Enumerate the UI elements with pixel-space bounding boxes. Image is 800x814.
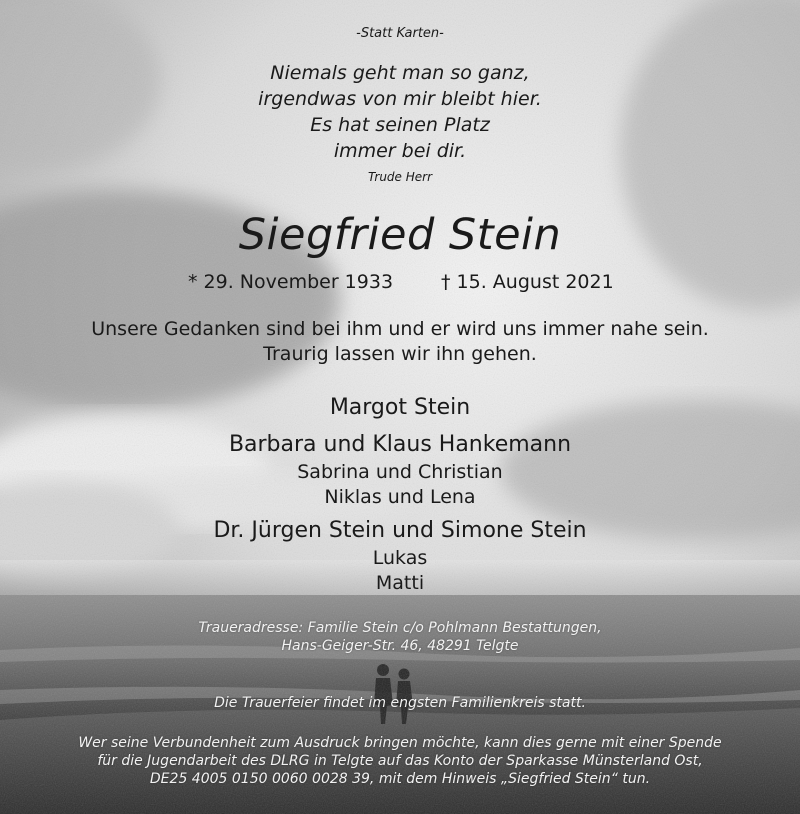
header-note: -Statt Karten- xyxy=(356,26,444,41)
donation-line: Wer seine Verbundenheit zum Ausdruck bringen möchte, kann dies gerne mit einer Spende xyxy=(78,735,722,751)
mourner-name: Niklas und Lena xyxy=(324,486,476,508)
message-line: Unsere Gedanken sind bei ihm und er wird uns immer nahe sein. xyxy=(91,318,709,340)
address-line: Traueradresse: Familie Stein c/o Pohlmann Bestattungen, xyxy=(198,620,602,636)
address-line: Hans-Geiger-Str. 46, 48291 Telgte xyxy=(281,638,519,654)
poem-line: irgendwas von mir bleibt hier. xyxy=(258,88,542,110)
mourner-name: Dr. Jürgen Stein und Simone Stein xyxy=(213,518,587,543)
donation-line: für die Jugendarbeit des DLRG in Telgte auf das Konto der Sparkasse Münsterland Ost, xyxy=(97,753,703,769)
mourner-name: Lukas xyxy=(372,547,428,569)
poem-line: Niemals geht man so ganz, xyxy=(270,62,530,84)
mourner-name: Margot Stein xyxy=(329,395,471,420)
donation-line: DE25 4005 0150 0060 0028 39, mit dem Hinweis „Siegfried Stein“ tun. xyxy=(149,771,651,787)
message-line: Traurig lassen wir ihn gehen. xyxy=(263,343,537,365)
death-date: † 15. August 2021 xyxy=(441,271,614,293)
birth-date: * 29. November 1933 xyxy=(188,271,394,293)
ceremony-note: Die Trauerfeier findet im engsten Familienkreis statt. xyxy=(214,695,586,711)
mourner-name: Matti xyxy=(375,572,425,594)
deceased-name: Siegfried Stein xyxy=(238,210,562,260)
mourner-name: Barbara und Klaus Hankemann xyxy=(228,432,572,457)
poem-line: immer bei dir. xyxy=(333,140,467,162)
mourner-name: Sabrina und Christian xyxy=(297,461,503,483)
poem-line: Es hat seinen Platz xyxy=(310,114,490,136)
poem-author: Trude Herr xyxy=(367,170,433,184)
